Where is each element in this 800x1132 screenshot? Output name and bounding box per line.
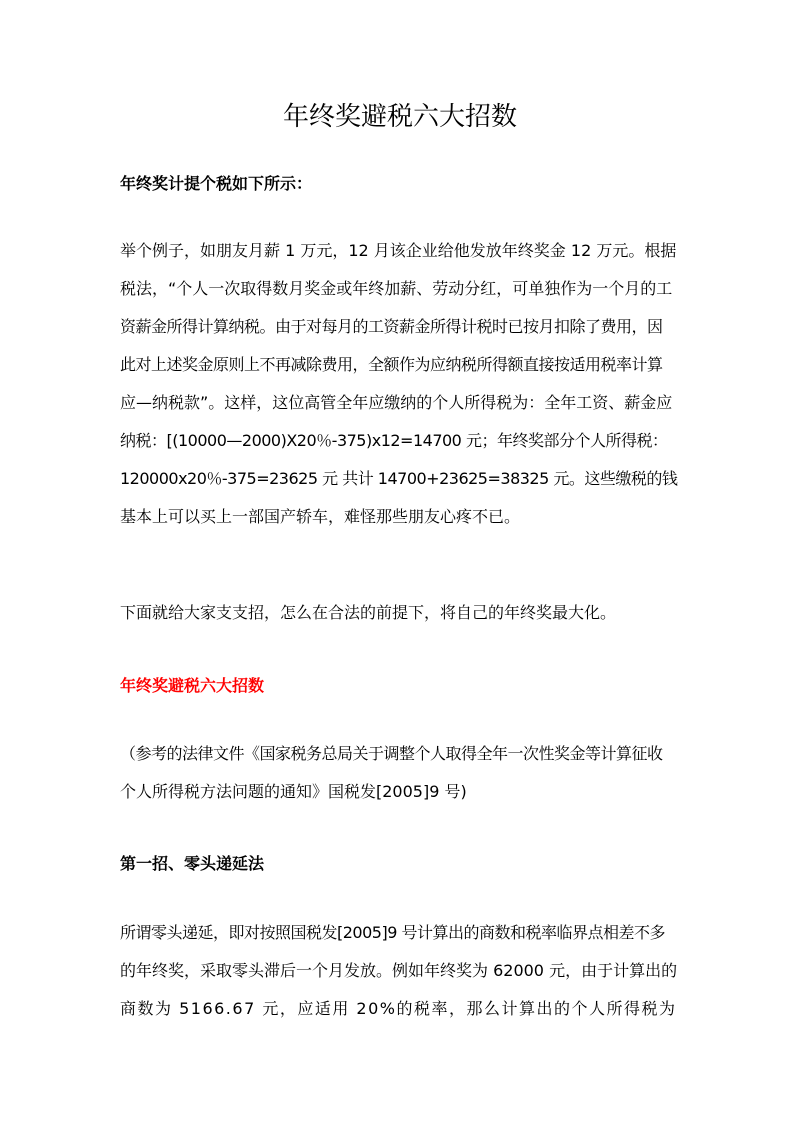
text-line: 的年终奖，采取零头滞后一个月发放。例如年终奖为 62000 元，由于计算出的 <box>120 961 678 980</box>
text-line: 应—纳税款”。这样，这位高管全年应缴纳的个人所得税为：全年工资、薪金应 <box>120 393 673 412</box>
text-line: （参考的法律文件《国家税务总局关于调整个人取得全年一次性奖金等计算征收 <box>120 744 663 763</box>
text-line: 此对上述奖金原则上不再减除费用，全额作为应纳税所得额直接按适用税率计算 <box>120 355 663 374</box>
text-line: 商数为 5166.67 元，应适用 20%的税率，那么计算出的个人所得税为 <box>120 999 677 1018</box>
reference-paragraph <box>120 735 682 811</box>
document-title: 年终奖避税六大招数 <box>282 102 517 132</box>
text-line: 资薪金所得计算纳税。由于对每月的工资薪金所得计税时已按月扣除了费用，因 <box>120 317 663 336</box>
example-paragraph <box>120 232 682 536</box>
trick-1-paragraph <box>120 914 682 1028</box>
section-title-six-tricks: 年终奖避税六大招数 <box>120 676 265 695</box>
text-line: 个人所得税方法问题的通知》国税发[2005]9 号) <box>120 782 467 801</box>
text-line: 所谓零头递延，即对按照国税发[2005]9 号计算出的商数和税率临界点相差不多 <box>120 923 665 942</box>
text-line: 纳税：[(10000—2000)X20％-375)x12=14700 元；年终奖部分个人所得税： <box>120 431 668 450</box>
text-line: 举个例子，如朋友月薪 1 万元，12 月该企业给他发放年终奖金 12 万元。根据 <box>120 241 677 260</box>
text-line: 下面就给大家支支招，怎么在合法的前提下，将自己的年终奖最大化。 <box>120 603 617 622</box>
heading-tax-calc: 年终奖计提个税如下所示： <box>120 174 313 193</box>
heading-trick-1: 第一招、零头递延法 <box>120 854 265 873</box>
text-line: 基本上可以买上一部国产轿车，难怪那些朋友心疼不已。 <box>120 507 521 526</box>
intro-paragraph <box>120 594 682 632</box>
text-line: 税法，“个人一次取得数月奖金或年终加薪、劳动分红，可单独作为一个月的工 <box>120 279 673 298</box>
text-line: 120000x20％-375=23625 元 共计 14700+23625=38325 元。这些缴税的钱 <box>120 469 678 488</box>
